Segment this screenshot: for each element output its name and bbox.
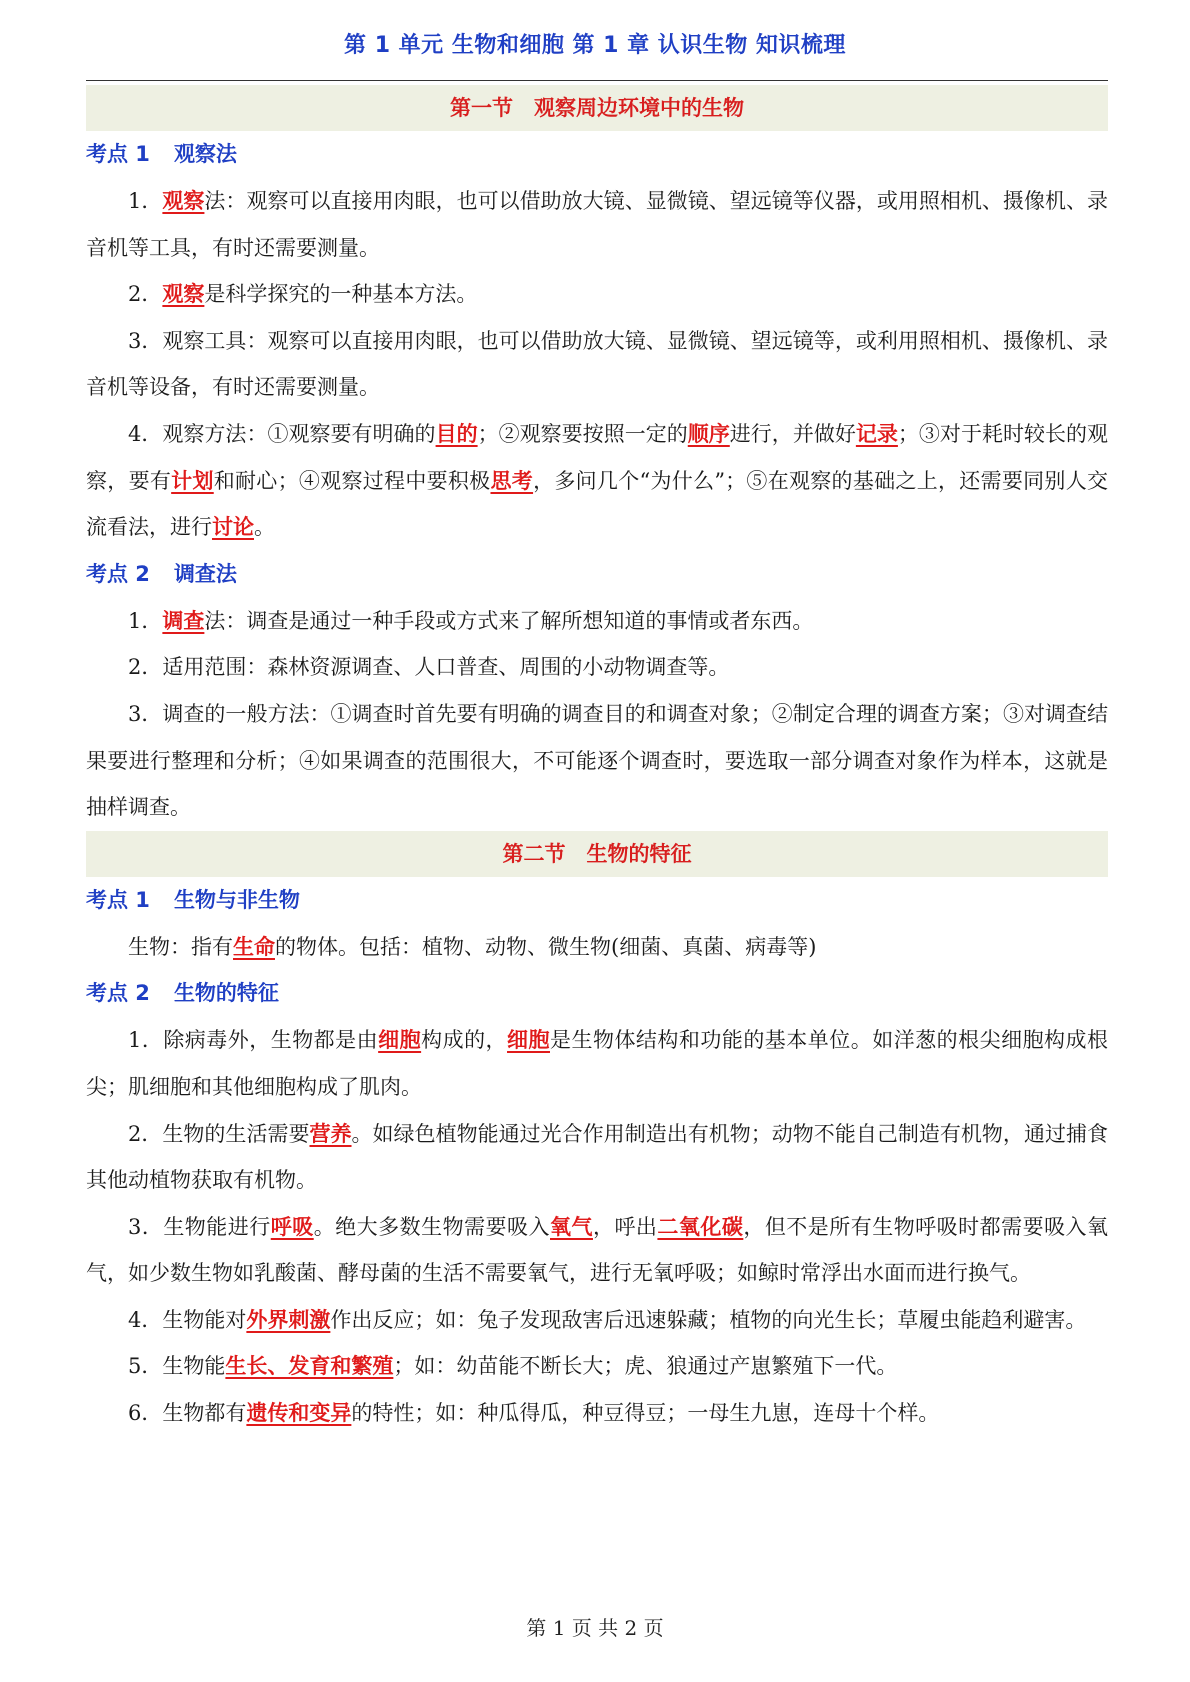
paragraph [86,924,1108,971]
paragraph-text: 4．生物能对 [128,1307,247,1332]
paragraph-text: 。绝大多数生物需要吸入 [313,1214,550,1239]
paragraph-text: 1． [128,189,163,213]
paragraph-text: 和耐心；④观察过程中要积极 [213,468,491,493]
highlighted-term: 观察 [162,189,205,213]
highlighted-term: 顺序 [687,421,730,446]
paragraph [86,1017,1108,1110]
highlighted-term: 呼吸 [270,1214,314,1239]
key-point-label: 考点 2 [86,981,150,1006]
paragraph [86,411,1108,551]
title-divider [86,80,1108,81]
paragraph [86,1111,1108,1204]
highlighted-term: 生长、发育和繁殖 [225,1354,394,1379]
paragraph-text: 2．适用范围：森林资源调查、人口普查、周围的小动物调查等。 [128,655,730,680]
highlighted-term: 氧气 [550,1214,593,1239]
key-point-title: 调查法 [173,561,237,586]
paragraph [86,644,1108,691]
paragraph [86,1390,1108,1437]
paragraph-text: 作出反应；如：兔子发现敌害后迅速躲藏；植物的向光生长；草履虫能趋利避害。 [330,1307,1087,1332]
key-point-label: 考点 2 [86,561,150,586]
highlighted-term: 思考 [490,468,534,493]
highlighted-term: 外界刺激 [246,1307,331,1332]
section-heading: 第一节 观察周边环境中的生物 [86,85,1108,131]
paragraph-text: 5．生物能 [128,1354,226,1379]
highlighted-term: 生命 [233,934,275,959]
paragraph-text: 3．生物能进行 [128,1214,271,1239]
key-point-heading [86,551,1108,598]
highlighted-term: 遗传和变异 [246,1401,352,1426]
paragraph-text: 。如绿色植物能通过光合作用制造出有机物；动物不能自己制造有机物，通过捕食其他动植物获取有机物。 [86,1121,1108,1193]
paragraph [86,318,1108,411]
paragraph-text: 是科学探究的一种基本方法。 [204,282,478,307]
paragraph-text: 。 [254,515,275,540]
paragraph-text: 6．生物都有 [128,1401,247,1426]
key-point-label: 考点 1 [86,887,150,912]
paragraph-text: 1． [128,608,163,633]
paragraph [86,271,1108,318]
paragraph-text: ；③对于耗时较长的观察，要有 [86,421,1109,493]
key-point-heading [86,970,1108,1017]
paragraph-text: ；②观察要按照一定的 [477,421,688,446]
paragraph-text: 4．观察方法：①观察要有明确的 [128,421,436,446]
paragraph [86,1297,1108,1344]
highlighted-term: 目的 [435,421,478,446]
highlighted-term: 计划 [171,468,214,493]
highlighted-term: 二氧化碳 [657,1214,744,1239]
paragraph [86,691,1108,831]
paragraph-text: 构成的， [421,1028,508,1053]
paragraph-text: ，呼出 [592,1214,658,1239]
paragraph-text: 进行，并做好 [729,421,856,446]
paragraph [86,1343,1108,1390]
key-point-label: 考点 1 [86,142,150,166]
paragraph-text: 生物：指有 [128,934,233,959]
highlighted-term: 调查 [162,608,205,633]
highlighted-term: 记录 [855,421,898,446]
section-heading: 第二节 生物的特征 [86,831,1108,877]
paragraph-text: 3．调查的一般方法：①调查时首先要有明确的调查目的和调查对象；②制定合理的调查方案；③对调查结果要进行整理和分析；④如果调查的范围很大，不可能逐个调查时，要选取一部分调查对象作为样本，这就是抽样调查。 [86,701,1108,820]
paragraph-text: ；如：幼苗能不断长大；虎、狼通过产崽繁殖下一代。 [393,1354,898,1379]
paragraph [86,598,1108,645]
paragraph-text: 1．除病毒外，生物都是由 [128,1028,379,1053]
paragraph-text: 的特性；如：种瓜得瓜，种豆得豆；一母生九崽，连母十个样。 [351,1401,940,1426]
highlighted-term: 观察 [162,282,205,307]
key-point-title: 观察法 [173,142,237,166]
paragraph-text: ，多问几个“为什么”；⑤在观察的基础之上，还需要同别人交流看法，进行 [86,468,1109,540]
paragraph-text: 2． [128,282,163,307]
paragraph-text: 的物体。包括：植物、动物、微生物(细菌、真菌、病毒等) [275,934,817,959]
paragraph-text: 法：观察可以直接用肉眼，也可以借助放大镜、显微镜、望远镜等仪器，或用照相机、摄像机、录音机等工具，有时还需要测量。 [86,189,1108,260]
paragraph-text: 2．生物的生活需要 [128,1121,310,1146]
highlighted-term: 讨论 [212,515,254,540]
document-body [86,85,1108,1437]
paragraph-text: 法：调查是通过一种手段或方式来了解所想知道的事情或者东西。 [204,608,814,633]
paragraph-text: 3．观察工具：观察可以直接用肉眼，也可以借助放大镜、显微镜、望远镜等，或利用照相机、摄像机、录音机等设备，有时还需要测量。 [86,328,1108,400]
key-point-heading [86,131,1108,178]
highlighted-term: 营养 [309,1121,352,1146]
paragraph-text: ，但不是所有生物呼吸时都需要吸入氧气，如少数生物如乳酸菌、酵母菌的生活不需要氧气，进行无氧呼吸；如鲸时常浮出水面而进行换气。 [86,1214,1109,1286]
document-title: 第 1 单元 生物和细胞 第 1 章 认识生物 知识梳理 [344,33,846,58]
key-point-heading [86,877,1108,924]
key-point-title: 生物与非生物 [173,887,300,912]
paragraph [86,1204,1108,1297]
highlighted-term: 细胞 [507,1028,550,1053]
key-point-title: 生物的特征 [173,981,279,1006]
highlighted-term: 细胞 [378,1028,422,1053]
paragraph [86,178,1108,271]
page-number: 第 1 页 共 2 页 [526,1616,664,1640]
paragraph-text: 是生物体结构和功能的基本单位。如洋葱的根尖细胞构成根尖；肌细胞和其他细胞构成了肌肉。 [86,1028,1109,1099]
